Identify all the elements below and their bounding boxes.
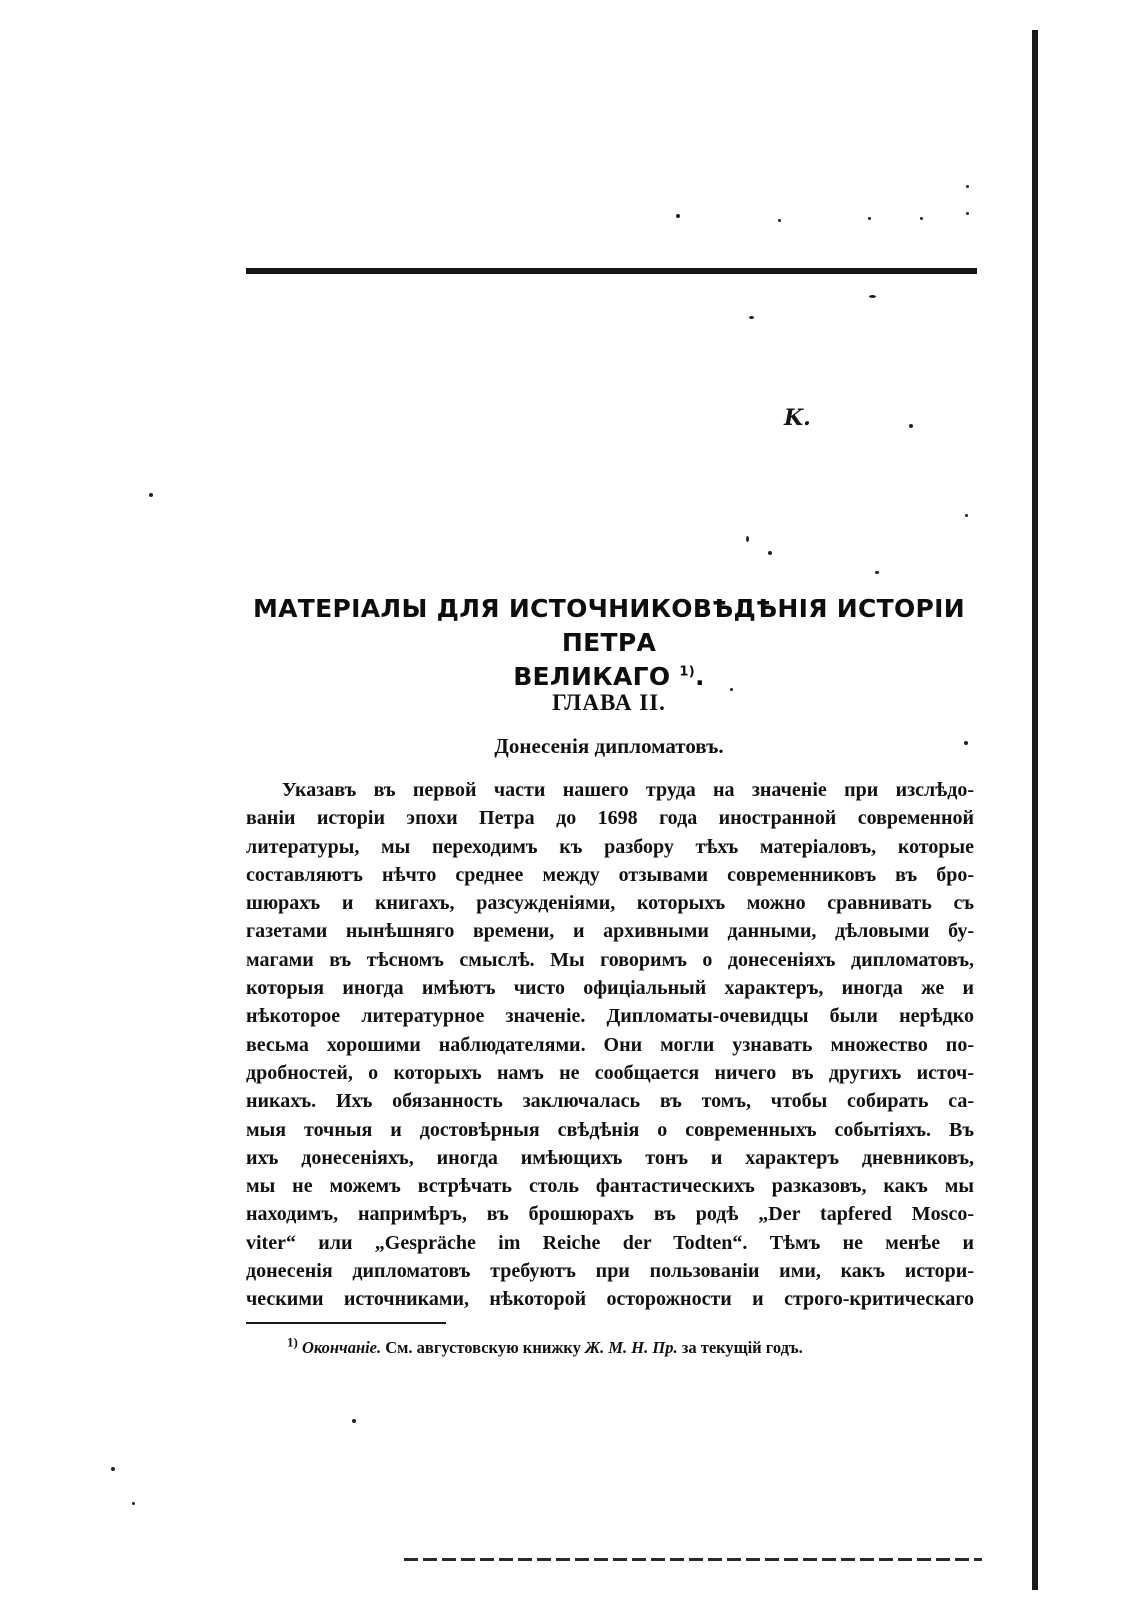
scan-speck — [869, 295, 876, 298]
scan-speck — [746, 536, 749, 542]
page-edge-border — [1032, 30, 1038, 1590]
margin-mark: K. — [784, 405, 811, 431]
body-line: ческими источниками, нѣкоторой осторожности и строго-критическаго — [246, 1288, 974, 1311]
footnote-marker: 1) — [287, 1334, 298, 1350]
body-line: viter“ или „Gespräche im Reiche der Todten“. Тѣмъ не менѣе и — [246, 1231, 974, 1254]
footnote-label: Окончаніе. — [301, 1338, 382, 1357]
body-line: находимъ, напримѣръ, въ брошюрахъ въ родѣ „Der tapfered Mosco- — [246, 1203, 974, 1226]
body-line: ваніи исторіи эпохи Петра до 1698 года иностранной современной — [246, 807, 974, 830]
body-line: нѣкоторое литературное значеніе. Дипломаты-очевидцы были нерѣдко — [246, 1005, 974, 1028]
footnote-text-a: См. августовскую книжку — [385, 1338, 581, 1357]
body-line: которыя иногда имѣютъ чисто офиціальный характеръ, иногда же и — [246, 977, 974, 1000]
scan-speck — [966, 185, 969, 188]
section-heading: Донесенія дипломатовъ. — [494, 734, 724, 758]
body-line: донесенія дипломатовъ требуютъ при пользованіи ими, какъ истори- — [246, 1260, 974, 1283]
title-footnote-ref: 1) — [679, 664, 695, 680]
body-line: магами въ тѣсномъ смыслѣ. Мы говоримъ о донесеніяхъ дипломатовъ, — [246, 948, 974, 971]
title-trailing-period: . — [694, 662, 705, 691]
scan-speck — [875, 571, 879, 574]
article-title — [240, 592, 978, 694]
body-line: ихъ донесеніяхъ, иногда имѣющихъ тонъ и характеръ дневниковъ, — [246, 1146, 974, 1169]
scan-speck — [749, 316, 754, 319]
scan-speck — [352, 1419, 356, 1423]
body-paragraph — [246, 776, 974, 1314]
scan-speck — [132, 1502, 135, 1505]
body-line: составляютъ нѣчто среднее между отзывами современниковъ въ бро- — [246, 863, 974, 886]
body-line: никахъ. Ихъ обязанность заключалась въ томъ, чтобы собирать са- — [246, 1090, 974, 1113]
body-line: мы не можемъ встрѣчать столь фантастическихъ разказовъ, какъ мы — [246, 1175, 974, 1198]
scan-speck — [909, 424, 913, 428]
title-line-1: МАТЕРІАЛЫ ДЛЯ ИСТОЧНИКОВѢДѢНІЯ ИСТОРІИ ПЕТРА — [252, 594, 966, 657]
footnote-journal: Ж. М. Н. Пр. — [584, 1338, 678, 1357]
body-line: мыя точныя и достовѣрныя свѣдѣнія о современныхъ событіяхъ. Въ — [246, 1118, 974, 1141]
title-line-2-text: ВЕЛИКАГО — [513, 662, 671, 691]
scan-speck — [676, 214, 680, 218]
title-line-2 — [240, 660, 978, 694]
body-line: Указавъ въ первой части нашего труда на значеніе при изслѣдо- — [282, 779, 974, 801]
body-line: газетами нынѣшняго времени, и архивными данными, дѣловыми бу- — [246, 920, 974, 943]
scan-speck — [778, 219, 781, 222]
scan-speck — [966, 212, 969, 215]
header-rule — [246, 268, 977, 274]
chapter-heading: ГЛАВА II. — [552, 690, 666, 715]
scan-speck — [768, 551, 772, 555]
body-line: весьма хорошими наблюдателями. Они могли узнавать множество по- — [246, 1033, 974, 1056]
scan-speck — [965, 514, 968, 517]
body-line: шюрахъ и книгахъ, разсужденіями, которыхъ можно сравнивать съ — [246, 892, 974, 915]
scan-speck — [920, 217, 923, 220]
body-line: литературы, мы переходимъ къ разбору тѣхъ матеріаловъ, которые — [246, 835, 974, 858]
bottom-edge-dashes — [404, 1558, 982, 1561]
scan-speck — [149, 493, 153, 497]
scan-speck — [868, 217, 871, 220]
footnote-rule — [246, 1322, 446, 1324]
footnote-text-b: за текущій годъ. — [681, 1338, 803, 1357]
scan-speck — [111, 1467, 115, 1471]
footnote — [287, 1334, 803, 1358]
body-line: дробностей, о которыхъ намъ не сообщается ничего въ другихъ источ- — [246, 1061, 974, 1084]
